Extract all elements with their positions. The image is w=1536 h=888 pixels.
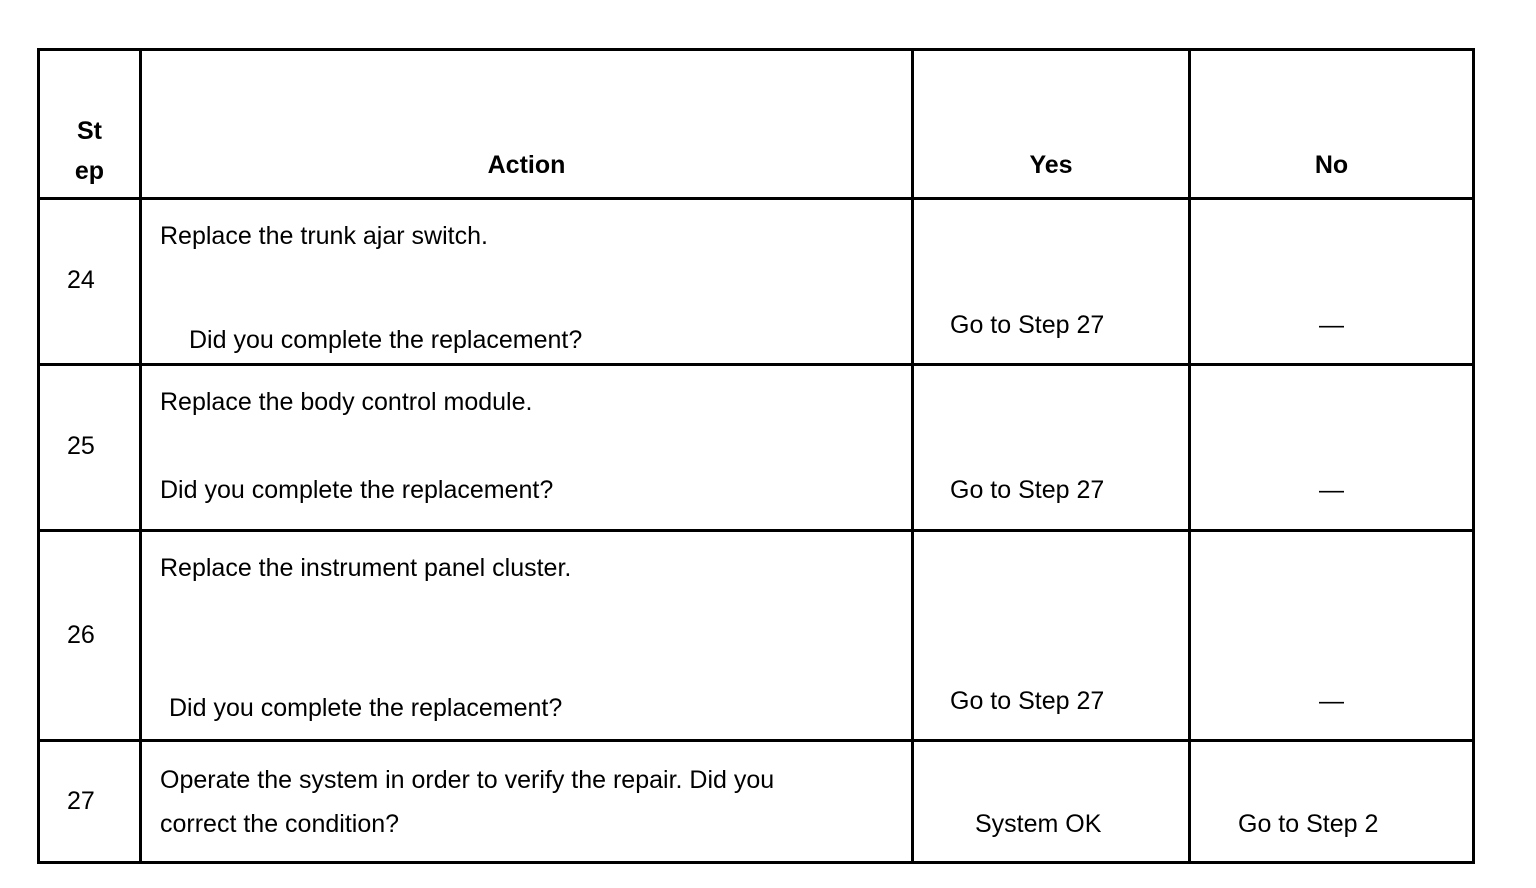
action-instruction: Operate the system in order to verify the repair. Did you: [160, 766, 775, 794]
step-cell: [39, 531, 141, 741]
action-instruction: Replace the trunk ajar switch.: [160, 222, 488, 250]
yes-result: Go to Step 27: [950, 311, 1105, 339]
no-result: —: [1319, 476, 1344, 504]
header-step-line1: St: [77, 117, 102, 145]
step-cell: [39, 199, 141, 365]
action-instruction: Replace the instrument panel cluster.: [160, 554, 572, 582]
action-question: correct the condition?: [160, 810, 400, 838]
header-step: [39, 50, 141, 199]
action-question: Did you complete the replacement?: [160, 476, 554, 504]
header-yes: [913, 50, 1190, 199]
header-step-line2: ep: [74, 157, 105, 185]
action-cell: [141, 531, 913, 741]
header-yes-label: Yes: [1029, 151, 1073, 179]
header-action-label: Action: [487, 151, 566, 179]
yes-result: Go to Step 27: [950, 687, 1105, 715]
step-number: 27: [67, 787, 95, 815]
yes-result: Go to Step 27: [950, 476, 1105, 504]
no-result: —: [1319, 311, 1344, 339]
action-cell: [141, 365, 913, 531]
action-instruction: Replace the body control module.: [160, 388, 533, 416]
no-cell: [1190, 531, 1474, 741]
no-cell: [1190, 365, 1474, 531]
table-row: [39, 741, 1474, 863]
table-row: [39, 199, 1474, 365]
action-question: Did you complete the replacement?: [169, 694, 563, 722]
table-row: [39, 531, 1474, 741]
header-no-label: No: [1314, 151, 1349, 179]
action-cell: [141, 741, 913, 863]
yes-cell: [913, 365, 1190, 531]
no-cell: [1190, 199, 1474, 365]
no-result: Go to Step 2: [1238, 810, 1379, 838]
table-row: [39, 365, 1474, 531]
header-no: [1190, 50, 1474, 199]
step-number: 26: [67, 621, 95, 649]
header-action: [141, 50, 913, 199]
step-number: 24: [67, 266, 95, 294]
no-result: —: [1319, 687, 1344, 715]
step-cell: [39, 741, 141, 863]
yes-result: System OK: [975, 810, 1102, 838]
yes-cell: [913, 531, 1190, 741]
diagnostic-table: [37, 48, 1475, 864]
yes-cell: [913, 741, 1190, 863]
no-cell: [1190, 741, 1474, 863]
action-cell: [141, 199, 913, 365]
action-question: Did you complete the replacement?: [189, 326, 583, 354]
table-header-row: [39, 50, 1474, 199]
step-cell: [39, 365, 141, 531]
step-number: 25: [67, 432, 95, 460]
yes-cell: [913, 199, 1190, 365]
